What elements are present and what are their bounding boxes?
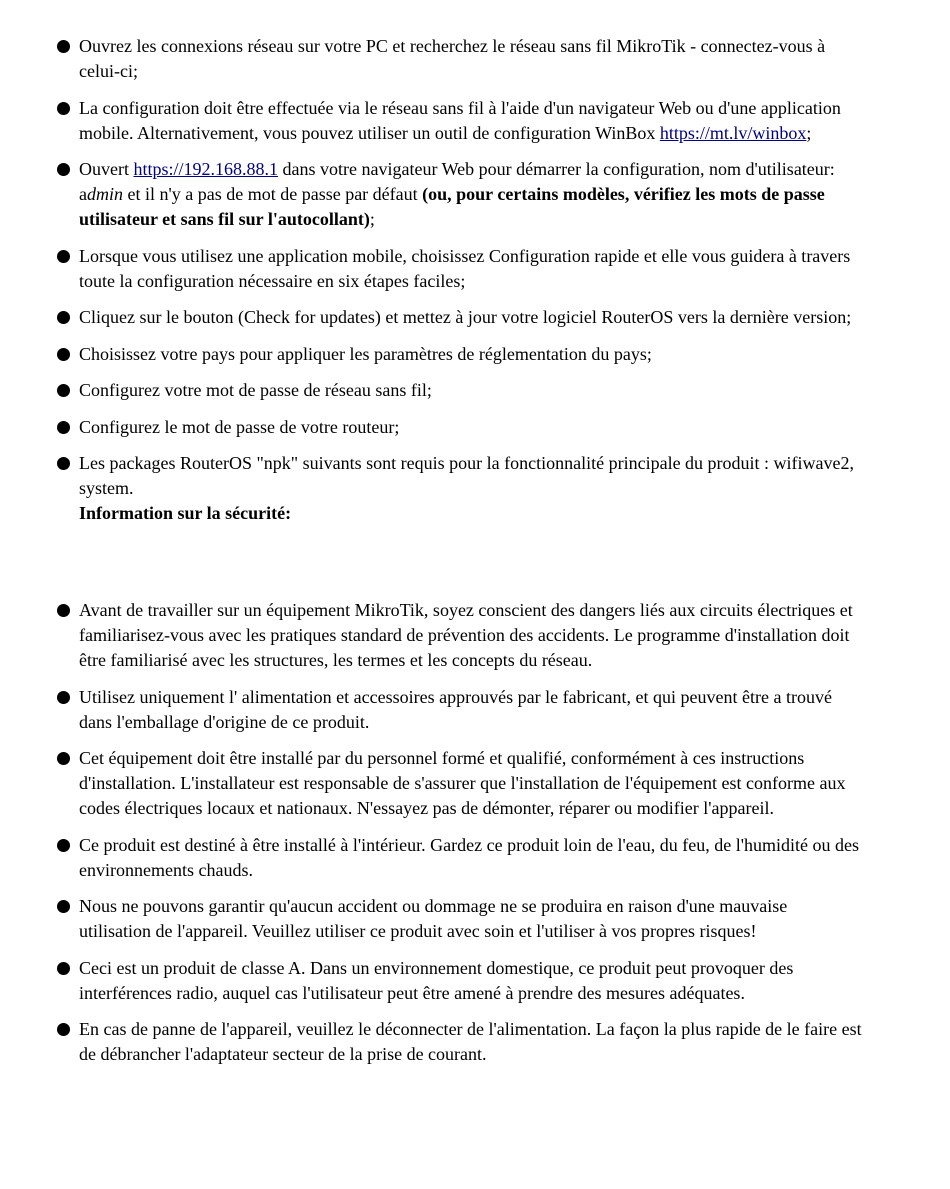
list-item-text: Les packages RouterOS "npk" suivants sont requis pour la fonctionnalité principale du produit : wifiwave2, system. [79,453,855,498]
list-item-text: ; [369,209,375,229]
list-item-text: Ouvrez les connexions réseau sur votre PC et recherchez le réseau sans fil MikroTik - connectez-vous à celui-ci; [79,36,826,81]
list-item [56,746,862,821]
bullet-icon [57,962,70,975]
bullet-icon [57,163,70,176]
bullet-icon [57,311,70,324]
list-item-text: Ouvert [79,159,134,179]
list-item [56,1017,862,1067]
list-item-text: Ceci est un produit de classe A. Dans un environnement domestique, ce produit peut provoquer des interférences radio, auquel cas l'utilisateur peut être amené à prendre des mesures adéquates. [79,957,794,1003]
list-item [56,451,862,526]
list-item [56,305,862,330]
list-item [56,894,862,944]
winbox-link[interactable]: https://mt.lv/winbox [659,122,807,143]
list-item [56,415,862,440]
list-item [56,956,862,1006]
bullet-icon [57,40,70,53]
bullet-icon [57,348,70,361]
setup-steps-list [56,34,862,538]
bullet-icon [57,457,70,470]
list-item [56,685,862,735]
list-item [56,833,862,883]
list-item-text: Configurez le mot de passe de votre routeur; [79,416,400,437]
list-item-text: dans votre navigateur Web pour démarrer la configuration, nom d'utilisateur: a [79,159,835,204]
list-item [56,378,862,403]
list-item [56,244,862,294]
safety-heading: Information sur la sécurité: [79,503,292,523]
list-item-text: La configuration doit être effectuée via le réseau sans fil à l'aide d'un navigateur Web ou d'une application mobile. Alternativement, vous pouvez utiliser un outil de configuration WinBox [79,97,841,143]
bullet-icon [57,421,70,434]
bullet-icon [57,900,70,913]
bullet-icon [57,839,70,852]
list-item-text: En cas de panne de l'appareil, veuillez le déconnecter de l'alimentation. La façon la plus rapide de le faire est de débrancher l'adaptateur secteur de la prise de courant. [79,1019,862,1064]
list-item-text: Configurez votre mot de passe de réseau sans fil; [79,380,432,400]
username-text: dmin [87,184,123,204]
router-address-link[interactable]: https://192.168.88.1 [133,159,278,179]
bullet-icon [57,752,70,765]
list-item-text: ; [806,122,812,143]
list-item-text: Nous ne pouvons garantir qu'aucun accident ou dommage ne se produira en raison d'une mauvaise utilisation de l'appareil. Veuillez utiliser ce produit avec soin et l'utiliser à vos propres risques! [79,896,788,941]
bullet-icon [57,691,70,704]
list-item [56,34,862,84]
list-item-text: et il n'y a pas de mot de passe par défaut [123,184,423,204]
list-item-text: Utilisez uniquement l' alimentation et accessoires approuvés par le fabricant, et qui peuvent être a trouvé dans l'emballage d'origine de ce produit. [79,686,832,732]
list-item [56,157,862,232]
safety-list [56,598,862,1079]
list-item-text: Cliquez sur le bouton (Check for updates) et mettez à jour votre logiciel RouterOS vers la dernière version; [79,307,852,327]
sticker-note: (ou, pour certains modèles, vérifiez les mots de passe utilisateur et sans fil sur l'autocollant) [79,184,825,229]
bullet-icon [57,102,70,115]
list-item-text: Choisissez votre pays pour appliquer les paramètres de réglementation du pays; [79,343,652,364]
list-item [56,342,862,367]
list-item [56,598,862,673]
list-item-text: Cet équipement doit être installé par du personnel formé et qualifié, conformément à ces instructions d'installation. L'installateur est responsable de s'assurer que l'installation de l'équipement est conforme aux codes électriques locaux et nationaux. N'essayez pas de démonter, réparer ou modifier l'appareil. [79,748,846,818]
list-item-text: Avant de travailler sur un équipement MikroTik, soyez conscient des dangers liés aux circuits électriques et familiarisez-vous avec les pratiques standard de prévention des accidents. Le programme d'installation doit être familiarisé avec les structures, les termes et les concepts du réseau. [79,600,853,670]
list-item [56,96,862,146]
list-item-text: Lorsque vous utilisez une application mobile, choisissez Configuration rapide et elle vous guidera à travers toute la configuration nécessaire en six étapes faciles; [79,245,851,291]
list-item-text: Ce produit est destiné à être installé à l'intérieur. Gardez ce produit loin de l'eau, du feu, de l'humidité ou des environnements chauds. [79,834,859,880]
bullet-icon [57,384,70,397]
bullet-icon [57,1023,70,1036]
bullet-icon [57,250,70,263]
bullet-icon [57,604,70,617]
